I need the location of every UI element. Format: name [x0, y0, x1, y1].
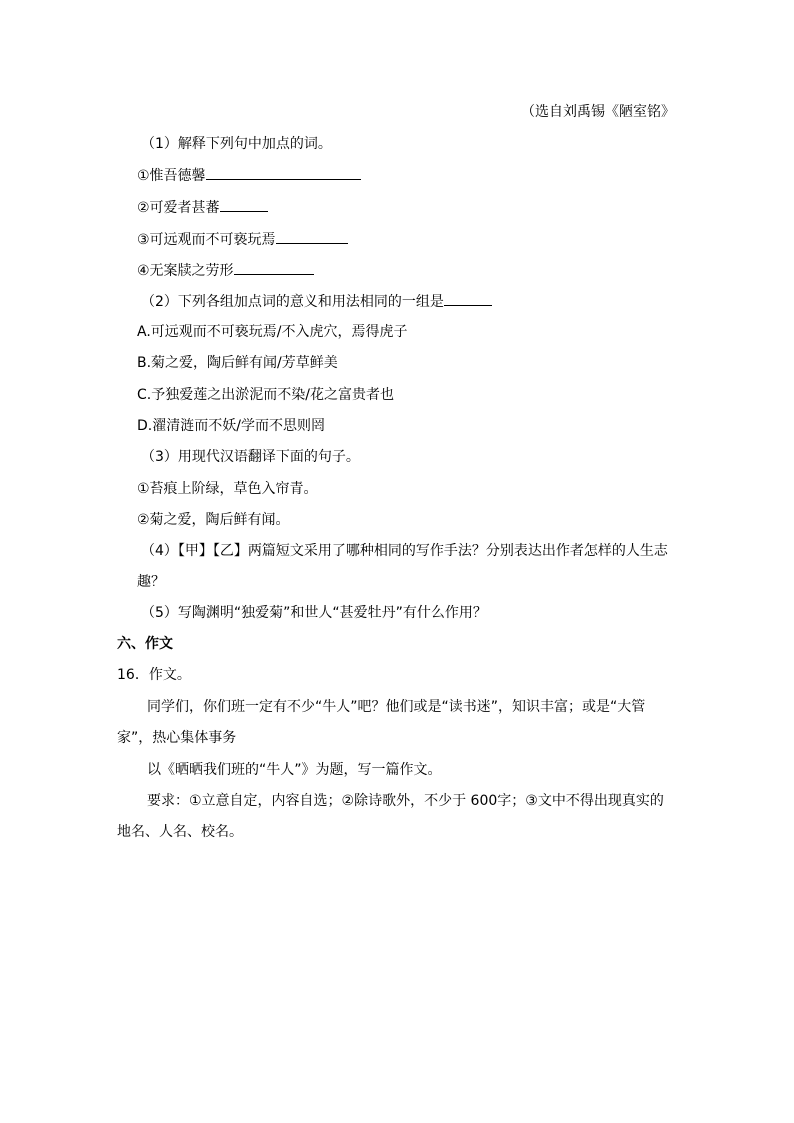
- question-1-item: [137, 197, 268, 218]
- essay-paragraph-1-line-2: 家”，热心集体事务: [117, 730, 237, 746]
- question-2-prompt: [141, 291, 492, 312]
- question-1-item-text: ④无案牍之劳形: [137, 263, 234, 279]
- question-1-item-text: ③可远观而不可亵玩焉: [137, 232, 276, 248]
- question-4-line-1: （4）【甲】【乙】两篇短文采用了哪种相同的写作手法？分别表达出作者怎样的人生志: [141, 543, 668, 559]
- essay-requirements-line-2: 地名、人名、校名。: [117, 824, 243, 840]
- question-1-item-text: ①惟吾德馨: [137, 168, 206, 184]
- question-1-item: [137, 165, 361, 186]
- answer-blank[interactable]: [234, 260, 314, 275]
- question-2-option-d: D.濯清涟而不妖/学而不思则罔: [137, 418, 325, 434]
- essay-number: 16．作文。: [117, 667, 191, 683]
- question-2-option-c: C.予独爱莲之出淤泥而不染/花之富贵者也: [137, 387, 394, 403]
- answer-blank[interactable]: [444, 291, 492, 306]
- question-1-item: [137, 260, 314, 281]
- essay-paragraph-1-line-1: 同学们，你们班一定有不少“牛人”吧？他们或是“读书迷”，知识丰富；或是“大管: [147, 699, 646, 715]
- essay-requirements-line-1: 要求：①立意自定，内容自选；②除诗歌外，不少于 600字；③文中不得出现真实的: [147, 793, 664, 809]
- question-2-option-b: B.菊之爱，陶后鲜有闻/芳草鲜美: [137, 355, 338, 371]
- answer-blank[interactable]: [276, 229, 348, 244]
- answer-blank[interactable]: [220, 197, 268, 212]
- question-1-item-text: ②可爱者甚蕃: [137, 200, 220, 216]
- question-4-line-2: 趣？: [137, 574, 165, 590]
- essay-paragraph-2: 以《晒晒我们班的“牛人”》为题，写一篇作文。: [147, 762, 442, 778]
- question-3-prompt: （3）用现代汉语翻译下面的句子。: [141, 449, 360, 465]
- question-3-item: ②菊之爱，陶后鲜有闻。: [137, 512, 290, 528]
- question-1-item: [137, 229, 348, 250]
- answer-blank[interactable]: [206, 165, 361, 180]
- question-2-option-a: A.可远观而不可亵玩焉/不入虎穴，焉得虎子: [137, 324, 408, 340]
- question-3-item: ①苔痕上阶绿，草色入帘青。: [137, 481, 318, 497]
- question-1-prompt: （1）解释下列句中加点的词。: [141, 136, 332, 152]
- question-2-prompt-text: （2）下列各组加点词的意义和用法相同的一组是: [141, 294, 444, 310]
- question-5: （5）写陶渊明“独爱菊”和世人“甚爱牡丹”有什么作用？: [141, 605, 487, 621]
- source-citation: （选自刘禹锡《陋室铭》: [521, 104, 675, 120]
- section-heading: 六、作文: [117, 636, 173, 652]
